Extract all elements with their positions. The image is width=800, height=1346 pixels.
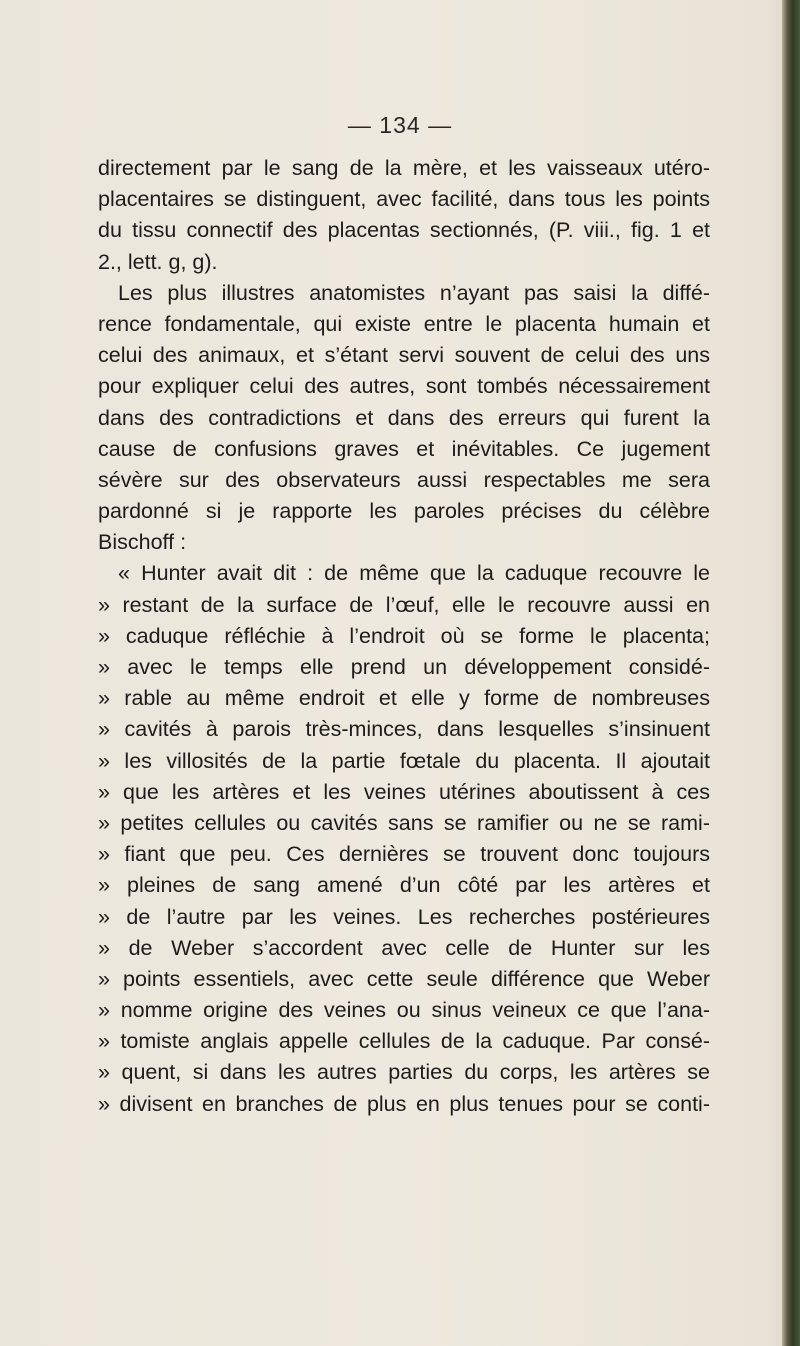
- quote-line: » pleines de sang amené d’un côté par les artères et: [98, 873, 710, 898]
- book-spine-edge: [782, 0, 800, 1346]
- quote-line: » de l’autre par les veines. Les recherches postérieures: [98, 904, 710, 929]
- text-line: rence fondamentale, qui existe entre le placenta humain et: [98, 311, 710, 336]
- quote-line: » caduque réfléchie à l’endroit où se forme le placenta;: [98, 623, 710, 648]
- quote-line: » points essentiels, avec cette seule différence que Weber: [98, 966, 710, 991]
- page-number: — 134 —: [347, 112, 453, 138]
- text-line: directement par le sang de la mère, et les vaisseaux utéro-: [98, 156, 710, 180]
- text-line: sévère sur des observateurs aussi respectables me sera: [98, 467, 710, 492]
- text-line: dans des contradictions et dans des erreurs qui furent la: [98, 405, 710, 430]
- quote-line: » quent, si dans les autres parties du corps, les artères se: [98, 1060, 710, 1085]
- paragraph-start-line: Les plus illustres anatomistes n’ayant pas saisi la diffé-: [118, 280, 710, 305]
- quote-line: » de Weber s’accordent avec celle de Hunter sur les: [98, 935, 710, 960]
- quote-start-line: « Hunter avait dit : de même que la caduque recouvre le: [118, 561, 710, 586]
- text-line: celui des animaux, et s’étant servi souvent de celui des uns: [98, 343, 710, 368]
- quote-line: » restant de la surface de l’œuf, elle le recouvre aussi en: [98, 592, 710, 617]
- quote-line: » nomme origine des veines ou sinus veineux ce que l’ana-: [98, 998, 710, 1023]
- text-line: 2., lett. g, g).: [98, 249, 218, 274]
- quote-line: » petites cellules ou cavités sans se ramifier ou ne se rami-: [98, 810, 710, 835]
- body-text: [98, 153, 710, 1120]
- quote-line: » divisent en branches de plus en plus tenues pour se conti-: [98, 1091, 710, 1116]
- quote-line: » rable au même endroit et elle y forme de nombreuses: [98, 686, 710, 711]
- text-line: cause de confusions graves et inévitables. Ce jugement: [98, 436, 710, 461]
- quote-line: » cavités à parois très-minces, dans lesquelles s’insinuent: [98, 717, 710, 742]
- text-line: pardonné si je rapporte les paroles précises du célèbre: [98, 499, 710, 524]
- text-line: du tissu connectif des placentas sectionnés, (P. viii., fig. 1 et: [98, 218, 710, 243]
- quote-line: » avec le temps elle prend un développement considé-: [98, 655, 710, 679]
- quote-line: » les villosités de la partie fœtale du placenta. Il ajoutait: [98, 748, 710, 773]
- text-line: pour expliquer celui des autres, sont tombés nécessairement: [98, 374, 710, 399]
- quote-line: » que les artères et les veines utérines aboutissent à ces: [98, 779, 710, 804]
- text-line: Bischoff :: [98, 530, 187, 555]
- quote-line: » fiant que peu. Ces dernières se trouvent donc toujours: [98, 842, 710, 867]
- quote-line: » tomiste anglais appelle cellules de la caduque. Par consé-: [98, 1029, 710, 1054]
- text-line: placentaires se distinguent, avec facilité, dans tous les points: [98, 187, 710, 212]
